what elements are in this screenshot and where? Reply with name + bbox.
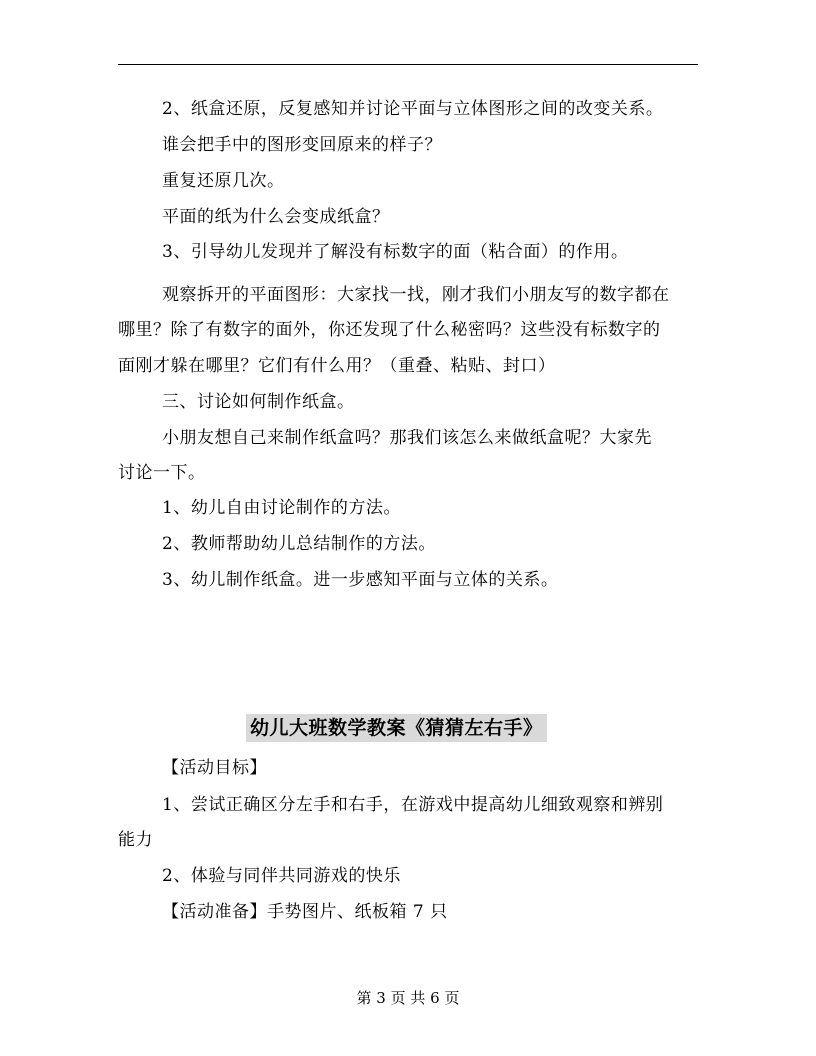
text-line: 面刚才躲在哪里？它们有什么用？（重叠、粘贴、封口） bbox=[118, 356, 556, 376]
text-line: 3、幼儿制作纸盒。进一步感知平面与立体的关系。 bbox=[162, 570, 559, 590]
text-line: 平面的纸为什么会变成纸盒？ bbox=[162, 207, 390, 227]
text-line: 观察拆开的平面图形：大家找一找，刚才我们小朋友写的数字都在 bbox=[162, 285, 670, 305]
text-line: 谁会把手中的图形变回原来的样子？ bbox=[162, 135, 442, 155]
text-line: 讨论一下。 bbox=[118, 463, 206, 483]
text-line: 2、纸盒还原，反复感知并讨论平面与立体图形之间的改变关系。 bbox=[162, 99, 664, 119]
text-line: 能力 bbox=[118, 830, 153, 850]
text-line: 三、讨论如何制作纸盒。 bbox=[162, 392, 355, 412]
text-line: 2、体验与同伴共同游戏的快乐 bbox=[162, 866, 401, 886]
text-line: 哪里？除了有数字的面外，你还发现了什么秘密吗？这些没有标数字的 bbox=[118, 320, 661, 340]
text-line: 【活动准备】手势图片、纸板箱 7 只 bbox=[162, 902, 448, 922]
text-line: 小朋友想自己来制作纸盒吗？那我们该怎么来做纸盒呢？大家先 bbox=[162, 428, 652, 448]
text-line: 【活动目标】 bbox=[162, 758, 267, 778]
text-line: 1、尝试正确区分左手和右手，在游戏中提高幼儿细致观察和辨别 bbox=[162, 795, 664, 815]
text-line: 3、引导幼儿发现并了解没有标数字的面（粘合面）的作用。 bbox=[162, 242, 629, 262]
text-line: 重复还原几次。 bbox=[162, 171, 285, 191]
text-line: 1、幼儿自由讨论制作的方法。 bbox=[162, 498, 401, 518]
header-rule bbox=[118, 64, 698, 65]
section-title: 幼儿大班数学教案《猜猜左右手》 bbox=[246, 714, 547, 742]
page-footer: 第 3 页 共 6 页 bbox=[356, 989, 460, 1007]
text-line: 2、教师帮助幼儿总结制作的方法。 bbox=[162, 534, 436, 554]
